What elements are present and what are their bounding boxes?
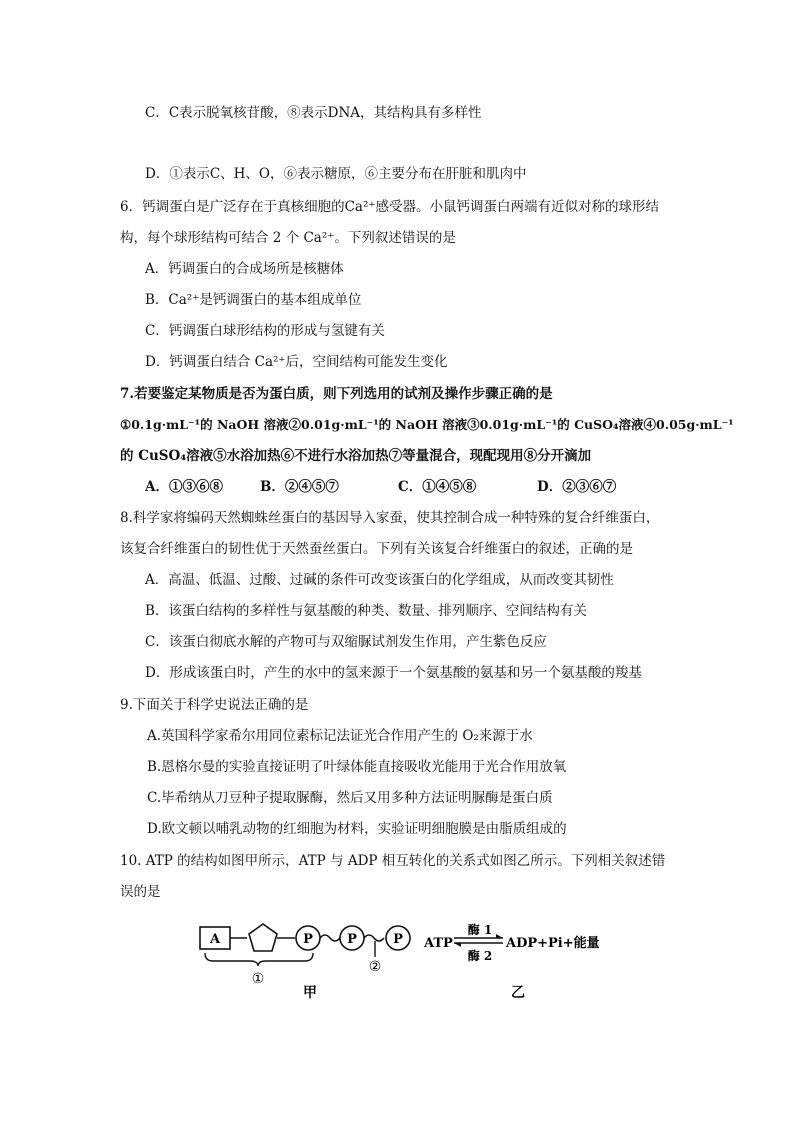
adenine-label: A: [209, 932, 221, 947]
q9-option-d: D.欧文顿以哺乳动物的红细胞为材料，实验证明细胞膜是由脂质组成的: [147, 821, 567, 837]
q9-option-c: C.毕希纳从刀豆种子提取脲酶，然后又用多种方法证明脲酶是蛋白质: [147, 790, 553, 806]
products-label: ADP+Pi+能量: [506, 936, 600, 951]
mark-2: ②: [368, 959, 382, 975]
q7-option-c: C．①④⑤⑧: [398, 479, 477, 495]
q5-option-c: C．C表示脱氧核苷酸，⑧表示DNA，其结构具有多样性: [145, 105, 482, 121]
q8-option-c: C．该蛋白彻底水解的产物可与双缩脲试剂发生作用，产生紫色反应: [145, 634, 547, 650]
q7-stem-line2: ①0.1g·mL⁻¹的 NaOH 溶液②0.01g·mL⁻¹的 NaOH 溶液③0.01g·mL⁻¹的 CuSO₄溶液④0.05g·mL⁻¹: [120, 417, 734, 432]
q10-stem-line1: 10. ATP 的结构如图甲所示，ATP 与 ADP 相互转化的关系式如图乙所示。下列相关叙述错: [120, 853, 666, 869]
q8-stem-line1: 8.科学家将编码天然蜘蛛丝蛋白的基因导入家蚕，使其控制合成一种特殊的复合纤维蛋白，: [120, 510, 660, 526]
q9-option-a: A.英国科学家希尔用同位素标记法证光合作用产生的 O₂来源于水: [147, 728, 533, 744]
q5-option-d: D．①表示C、H、O，⑥表示糖原，⑥主要分布在肝脏和肌肉中: [145, 166, 527, 182]
q6-stem-line1: 6．钙调蛋白是广泛存在于真核细胞的Ca²⁺感受器。小鼠钙调蛋白两端有近似对称的球形结: [120, 199, 660, 215]
q7-stem-line1: 7.若要鉴定某物质是否为蛋白质，则下列选用的试剂及操作步骤正确的是: [120, 386, 553, 402]
q6-option-b: B．Ca²⁺是钙调蛋白的基本组成单位: [145, 292, 362, 308]
atp-diagram: [195, 915, 615, 1005]
q9-stem: 9.下面关于科学史说法正确的是: [120, 697, 309, 713]
q8-option-b: B．该蛋白结构的多样性与氨基酸的种类、数量、排列顺序、空间结构有关: [145, 603, 587, 619]
phosphate-label-1: P: [303, 932, 313, 947]
q6-stem-line2: 构，每个球形结构可结合 2 个 Ca²⁺。下列叙述错误的是: [120, 230, 456, 246]
q8-stem-line2: 该复合纤维蛋白的韧性优于天然蚕丝蛋白。下列有关该复合纤维蛋白的叙述，正确的是: [120, 541, 633, 557]
ribose-pentagon-icon: [249, 924, 277, 951]
forward-arrow-head-icon: [496, 934, 503, 938]
reverse-arrow-head-icon: [454, 943, 461, 947]
q6-option-d: D．钙调蛋白结合 Ca²⁺后，空间结构可能发生变化: [145, 354, 448, 370]
q7-option-b: B．②④⑤⑦: [260, 479, 339, 495]
phosphate-label-3: P: [393, 932, 403, 947]
q9-option-b: B.恩格尔曼的实验直接证明了叶绿体能直接吸收光能用于光合作用放氧: [147, 759, 567, 775]
high-energy-bond-2: [364, 935, 384, 941]
brace-1: [205, 953, 313, 966]
label-jia: 甲: [303, 985, 317, 1001]
high-energy-bond-1: [320, 935, 340, 941]
phosphate-label-2: P: [347, 932, 357, 947]
q6-option-c: C．钙调蛋白球形结构的形成与氢键有关: [145, 323, 385, 339]
q8-option-d: D．形成该蛋白时，产生的水中的氢来源于一个氨基酸的氨基和另一个氨基酸的羧基: [145, 665, 642, 681]
q7-option-d: D．②③⑥⑦: [537, 479, 617, 495]
q7-stem-line3: 的 CuSO₄溶液⑤水浴加热⑥不进行水浴加热⑦等量混合，现配现用⑧分开滴加: [120, 448, 592, 464]
q10-stem-line2: 误的是: [120, 884, 161, 900]
q8-option-a: A．高温、低温、过酸、过碱的条件可改变该蛋白的化学组成，从而改变其韧性: [145, 572, 614, 588]
atp-label: ATP: [424, 936, 453, 951]
enzyme-1-label: 酶 1: [467, 923, 493, 937]
enzyme-2-label: 酶 2: [467, 949, 493, 963]
q7-option-a: A．①③⑥⑧: [145, 479, 223, 495]
mark-1: ①: [251, 971, 265, 987]
label-yi: 乙: [511, 985, 525, 1001]
q6-option-a: A．钙调蛋白的合成场所是核糖体: [145, 261, 344, 277]
